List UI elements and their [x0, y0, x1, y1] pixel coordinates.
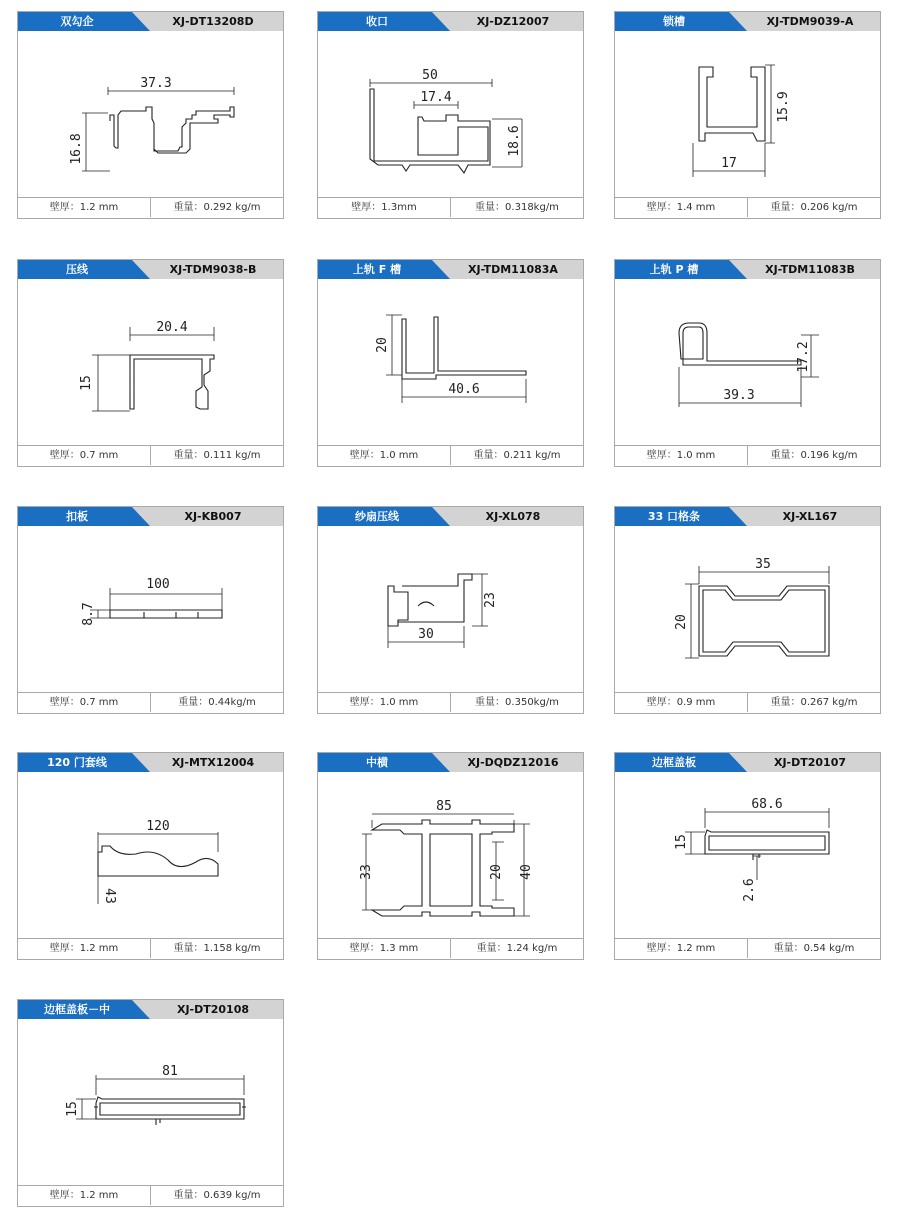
profile-cross-section	[615, 279, 880, 446]
card-header	[318, 507, 583, 526]
unit-weight	[748, 446, 880, 465]
profile-cross-section	[18, 526, 283, 693]
weight-value: 0.211 kg/m	[503, 450, 561, 461]
profile-drawing	[18, 279, 283, 446]
card-header	[318, 12, 583, 31]
product-code: XJ-TDM11083A	[468, 263, 558, 276]
product-name: 边框盖板	[652, 756, 696, 769]
dimension-label: 23	[483, 592, 498, 608]
product-code: XJ-KB007	[184, 510, 242, 523]
card-header	[615, 12, 880, 31]
product-card	[17, 752, 284, 960]
dimension-label: 17.2	[796, 341, 811, 373]
card-header	[18, 260, 283, 279]
dimension-label: 35	[755, 557, 771, 572]
profile-outline	[679, 323, 801, 365]
profile-outline	[110, 107, 234, 153]
profile-cross-section	[615, 526, 880, 693]
card-header	[615, 753, 880, 772]
card-footer	[615, 692, 880, 713]
profile-drawing	[615, 772, 880, 939]
product-code: XJ-TDM11083B	[765, 263, 855, 276]
weight-label: 重量：	[173, 943, 204, 954]
weight-label: 重量：	[770, 697, 801, 708]
dimension-label: 18.6	[507, 125, 522, 157]
profile-drawing	[318, 526, 583, 693]
wall-label: 壁厚：	[49, 943, 80, 954]
product-code: XJ-DT20107	[773, 756, 847, 769]
weight-label: 重量：	[770, 202, 801, 213]
dimension-label: 50	[422, 68, 438, 83]
unit-weight	[748, 939, 880, 958]
product-code: XJ-DQDZ12016	[467, 756, 559, 769]
profile-outline	[98, 846, 218, 876]
dimension-label: 100	[146, 577, 170, 592]
profile-outline	[110, 610, 222, 618]
wall-label: 壁厚：	[49, 1190, 80, 1201]
wall-thickness	[18, 1186, 151, 1205]
wall-label: 壁厚：	[646, 202, 677, 213]
profile-cross-section	[18, 1019, 283, 1186]
wall-label: 壁厚：	[49, 697, 80, 708]
card-footer	[318, 445, 583, 466]
product-card	[17, 259, 284, 467]
card-header	[318, 260, 583, 279]
profile-drawing	[18, 1019, 283, 1186]
weight-value: 0.196 kg/m	[800, 450, 858, 461]
product-name: 锁槽	[663, 15, 685, 28]
unit-weight	[151, 198, 283, 217]
card-footer	[318, 938, 583, 959]
unit-weight	[451, 693, 583, 712]
wall-thickness	[615, 693, 748, 712]
wall-label: 壁厚：	[646, 450, 677, 461]
wall-value: 1.2 mm	[79, 202, 119, 213]
product-card	[317, 506, 584, 714]
card-header	[18, 507, 283, 526]
dimension-label: 20.4	[156, 320, 188, 335]
card-footer	[18, 1185, 283, 1206]
dimension-line	[82, 87, 234, 171]
weight-value: 0.111 kg/m	[203, 450, 261, 461]
wall-thickness	[18, 446, 151, 465]
wall-thickness	[615, 939, 748, 958]
wall-thickness	[318, 693, 451, 712]
product-name: 压线	[66, 263, 88, 276]
weight-label: 重量：	[173, 202, 204, 213]
profile-drawing	[18, 31, 283, 198]
profile-drawing	[18, 526, 283, 693]
dimension-label: 17.4	[420, 90, 452, 105]
product-card	[17, 506, 284, 714]
card-header	[615, 260, 880, 279]
product-code: XJ-DT13208D	[172, 15, 254, 28]
product-code: XJ-XL078	[485, 510, 541, 523]
dimension-label: 40.6	[448, 382, 480, 397]
profile-outline	[699, 67, 765, 141]
dimension-label: 8.7	[81, 602, 96, 626]
profile-drawing	[18, 772, 283, 939]
profile-outline	[705, 830, 829, 860]
dimension-label: 81	[162, 1064, 178, 1079]
weight-value: 0.44kg/m	[208, 697, 256, 708]
wall-value: 1.2 mm	[79, 1190, 119, 1201]
wall-thickness	[18, 693, 151, 712]
product-name: 扣板	[66, 510, 88, 523]
wall-value: 1.0 mm	[379, 450, 419, 461]
dimension-label: 20	[674, 614, 689, 630]
product-card	[17, 999, 284, 1207]
product-name: 纱扇压线	[355, 510, 399, 523]
dimension-label: 39.3	[723, 388, 755, 403]
weight-label: 重量：	[173, 1190, 204, 1201]
wall-value: 1.0 mm	[379, 697, 419, 708]
product-card	[317, 11, 584, 219]
wall-thickness	[18, 939, 151, 958]
product-code: XJ-MTX12004	[171, 756, 255, 769]
weight-value: 0.54 kg/m	[803, 943, 855, 954]
dimension-label: 15	[65, 1101, 80, 1117]
wall-value: 1.2 mm	[676, 943, 716, 954]
profile-outline	[388, 574, 472, 626]
product-code: XJ-TDM9038-B	[169, 263, 257, 276]
weight-value: 0.267 kg/m	[800, 697, 858, 708]
unit-weight	[451, 446, 583, 465]
profile-cross-section	[318, 772, 583, 939]
dimension-label: 15	[674, 834, 689, 850]
wall-value: 1.2 mm	[79, 943, 119, 954]
product-card	[317, 752, 584, 960]
weight-value: 0.292 kg/m	[203, 202, 261, 213]
weight-label: 重量：	[773, 943, 804, 954]
weight-label: 重量：	[173, 450, 204, 461]
card-footer	[18, 692, 283, 713]
product-code: XJ-TDM9039-A	[766, 15, 854, 28]
product-name: 双勾企	[60, 15, 94, 28]
card-footer	[615, 197, 880, 218]
product-card	[614, 752, 881, 960]
dimension-label: 40	[519, 864, 534, 880]
wall-value: 0.7 mm	[79, 450, 119, 461]
profile-drawing	[318, 31, 583, 198]
weight-value: 0.206 kg/m	[800, 202, 858, 213]
wall-value: 1.3mm	[381, 202, 417, 213]
wall-label: 壁厚：	[49, 202, 80, 213]
product-card	[317, 259, 584, 467]
card-header	[615, 507, 880, 526]
wall-label: 壁厚：	[349, 450, 380, 461]
profile-drawing	[615, 526, 880, 693]
dimension-label: 17	[721, 156, 737, 171]
weight-value: 1.24 kg/m	[506, 943, 558, 954]
weight-label: 重量：	[473, 450, 504, 461]
card-footer	[318, 692, 583, 713]
product-card	[17, 11, 284, 219]
wall-thickness	[318, 939, 451, 958]
dimension-label: 16.8	[69, 133, 84, 165]
dimension-label: 68.6	[751, 797, 783, 812]
wall-value: 0.9 mm	[676, 697, 716, 708]
card-header	[18, 753, 283, 772]
weight-value: 0.350kg/m	[505, 697, 559, 708]
dimension-line	[362, 814, 530, 916]
wall-label: 壁厚：	[349, 697, 380, 708]
product-name: 33 口格条	[647, 510, 701, 523]
dimension-label: 20	[375, 337, 390, 353]
product-name: 120 门套线	[47, 756, 107, 769]
dimension-label: 2.6	[742, 878, 757, 902]
wall-thickness	[318, 198, 451, 217]
card-footer	[615, 938, 880, 959]
product-name: 上轨 F 槽	[352, 263, 402, 276]
dimension-label: 30	[418, 627, 434, 642]
weight-label: 重量：	[770, 450, 801, 461]
product-code: XJ-DT20108	[176, 1003, 250, 1016]
unit-weight	[451, 198, 583, 217]
profile-cross-section	[615, 772, 880, 939]
profile-outline	[402, 317, 526, 379]
wall-value: 0.7 mm	[79, 697, 119, 708]
profile-cross-section	[18, 279, 283, 446]
dimension-label: 20	[489, 864, 504, 880]
profile-cross-section	[318, 526, 583, 693]
card-header	[18, 12, 283, 31]
product-code: XJ-XL167	[782, 510, 838, 523]
unit-weight	[151, 1186, 283, 1205]
card-footer	[18, 445, 283, 466]
profile-cross-section	[615, 31, 880, 198]
card-footer	[18, 938, 283, 959]
wall-label: 壁厚：	[351, 202, 382, 213]
product-name: 边框盖板－中	[44, 1003, 110, 1016]
product-card	[614, 259, 881, 467]
wall-label: 壁厚：	[49, 450, 80, 461]
profile-outline	[699, 586, 829, 656]
dimension-label: 15	[79, 375, 94, 391]
card-footer	[318, 197, 583, 218]
product-name: 收口	[366, 15, 388, 28]
profile-drawing	[615, 279, 880, 446]
dimension-label: 15.9	[776, 91, 791, 123]
dimension-label: 33	[359, 864, 374, 880]
wall-thickness	[318, 446, 451, 465]
card-footer	[18, 197, 283, 218]
dimension-label: 43	[102, 888, 117, 904]
product-name: 中横	[366, 756, 388, 769]
product-code: XJ-DZ12007	[476, 15, 550, 28]
dimension-line	[685, 566, 829, 658]
dimension-label: 120	[146, 819, 170, 834]
profile-cross-section	[318, 31, 583, 198]
profile-cross-section	[318, 279, 583, 446]
dimension-line	[685, 808, 829, 880]
wall-thickness	[18, 198, 151, 217]
wall-label: 壁厚：	[646, 943, 677, 954]
unit-weight	[748, 198, 880, 217]
profile-outline	[130, 355, 214, 409]
wall-value: 1.0 mm	[676, 450, 716, 461]
profile-drawing	[615, 31, 880, 198]
dimension-line	[76, 1075, 244, 1119]
card-header	[18, 1000, 283, 1019]
profile-drawing	[318, 772, 583, 939]
dimension-line	[388, 574, 488, 648]
profile-outline	[94, 1097, 246, 1125]
wall-value: 1.3 mm	[379, 943, 419, 954]
profile-cross-section	[18, 772, 283, 939]
weight-label: 重量：	[475, 697, 506, 708]
product-card	[614, 506, 881, 714]
weight-value: 0.318kg/m	[505, 202, 559, 213]
weight-label: 重量：	[475, 202, 506, 213]
dimension-label: 85	[436, 799, 452, 814]
unit-weight	[151, 446, 283, 465]
card-header	[318, 753, 583, 772]
weight-label: 重量：	[476, 943, 507, 954]
weight-value: 1.158 kg/m	[203, 943, 261, 954]
dimension-label: 37.3	[140, 76, 172, 91]
wall-value: 1.4 mm	[676, 202, 716, 213]
profile-cross-section	[18, 31, 283, 198]
card-footer	[615, 445, 880, 466]
unit-weight	[451, 939, 583, 958]
unit-weight	[748, 693, 880, 712]
wall-thickness	[615, 446, 748, 465]
unit-weight	[151, 939, 283, 958]
unit-weight	[151, 693, 283, 712]
profile-drawing	[318, 279, 583, 446]
product-name: 上轨 P 槽	[649, 263, 699, 276]
wall-thickness	[615, 198, 748, 217]
weight-value: 0.639 kg/m	[203, 1190, 261, 1201]
weight-label: 重量：	[178, 697, 209, 708]
product-card	[614, 11, 881, 219]
wall-label: 壁厚：	[646, 697, 677, 708]
wall-label: 壁厚：	[349, 943, 380, 954]
